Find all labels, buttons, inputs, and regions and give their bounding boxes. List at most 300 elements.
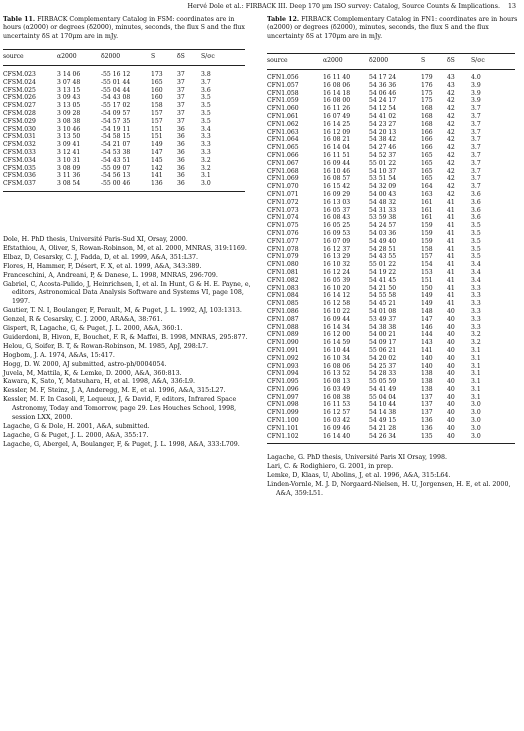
table-cell: CFSM.031	[3, 133, 36, 141]
table-cell: 41	[447, 198, 455, 206]
table-row	[3, 149, 245, 157]
table-cell: CFN1.082	[267, 276, 299, 284]
table-cell: 3.1	[471, 346, 481, 354]
table-cell: CFN1.075	[267, 222, 299, 230]
table-cell: CFN1.072	[267, 198, 299, 206]
table-row	[267, 425, 515, 433]
reference-entry: Gautier, T. N. I, Boulanger, F, Perault, M, & Puget, J. L. 1992, AJ, 103:1313.	[3, 307, 242, 315]
table-cell: 3.3	[471, 323, 481, 331]
table-cell: CFN1.067	[267, 159, 299, 167]
table-cell: CFSM.026	[3, 94, 36, 102]
table-cell: 16 10 34	[323, 354, 351, 362]
table-cell: 3.1	[471, 393, 481, 401]
table-cell: 151	[151, 125, 163, 133]
table-cell: CFN1.091	[267, 346, 299, 354]
table-cell: 54 00 43	[369, 190, 397, 198]
table-cell: 54 49 15	[369, 417, 397, 425]
table-cell: 53 51 54	[369, 175, 397, 183]
table-cell: CFSM.037	[3, 180, 57, 191]
table-cell: 41	[447, 206, 455, 214]
table-row	[267, 144, 515, 152]
table-cell: 3.4	[471, 261, 481, 269]
table-cell: CFN1.094	[267, 370, 299, 378]
table-cell: 16 07 49	[323, 113, 351, 120]
table-cell: 36	[177, 148, 185, 156]
table-row	[267, 222, 515, 230]
reference-entry: Lari, C. & Rodighiero, G. 2001, in prep.	[267, 463, 394, 471]
table-cell: 54 38 42	[369, 136, 397, 144]
reference-entry: Lagache, G & Dole, H. 2001, A&A, submitted.	[3, 423, 150, 430]
table11-container	[3, 49, 253, 192]
table-cell: 3.0	[471, 401, 481, 409]
table-row	[267, 363, 515, 371]
table-cell: 54 52 37	[369, 151, 397, 159]
table-cell: 3.7	[471, 167, 481, 175]
table-cell: 16 09 46	[323, 424, 351, 432]
table11-header-3: S	[151, 53, 156, 61]
table-cell: 42	[447, 97, 455, 105]
table-cell: 3.0	[471, 417, 481, 425]
table-cell: CFN1.065	[267, 144, 299, 152]
table-cell: 161	[421, 214, 433, 222]
table-cell: CFN1.076	[267, 229, 299, 237]
table-cell: 54 19 22	[369, 268, 397, 276]
table-cell: 158	[421, 245, 433, 253]
table-cell: 16 08 43	[323, 214, 351, 222]
table-cell: 16 08 06	[323, 81, 351, 89]
table-cell: 36	[177, 172, 185, 180]
table-cell: 16 15 42	[323, 183, 351, 191]
table-cell: 3 10 46	[57, 125, 81, 133]
table-cell: CFN1.056	[267, 70, 323, 82]
table-cell: 3.7	[471, 113, 481, 120]
table-cell: 3.0	[471, 433, 515, 444]
table-cell: 3.1	[201, 172, 211, 180]
table-cell: 54 21 28	[369, 424, 397, 432]
table11-header-4: δS	[177, 53, 185, 61]
table-cell: CFN1.071	[267, 190, 299, 198]
table-cell: 55 04 04	[369, 393, 397, 401]
table-cell: 41	[447, 222, 455, 230]
table-row	[267, 238, 515, 246]
table-cell: 55 01 22	[369, 261, 397, 269]
table-cell: 42	[447, 113, 455, 120]
table-cell: 16 10 22	[323, 307, 351, 315]
table-cell: 16 08 57	[323, 175, 351, 183]
table-cell: 147	[421, 315, 433, 323]
table-cell: 137	[421, 401, 433, 409]
table-cell: 54 49 40	[369, 237, 397, 245]
table-row	[267, 433, 515, 444]
table-cell: 16 05 37	[323, 206, 351, 214]
table-cell: CFN1.077	[267, 237, 299, 245]
table-cell: 41	[447, 245, 455, 253]
table-cell: 54 03 36	[369, 229, 397, 237]
table-cell: 3 11 36	[57, 172, 81, 180]
table-row	[267, 347, 515, 355]
table-cell: 16 13 03	[323, 198, 351, 206]
table-cell: 165	[421, 167, 433, 175]
reference-entry: Linden-Vornle, M. J. D, Norgaard-Nielsen, H. U, Jorgensen, H. E, et al. 2000, A&A, 359:L51.	[267, 481, 511, 498]
table-cell: 16 10 44	[323, 346, 351, 354]
table-cell: 149	[421, 292, 433, 300]
table-cell: 16 12 00	[323, 331, 351, 339]
table-cell: CFN1.080	[267, 261, 299, 269]
table12-header-5: S/σc	[471, 57, 485, 65]
reference-entry: Lagache, G, Abergel, A, Boulanger, F, & Puget, J. L. 1998, A&A, 333:L709.	[3, 440, 240, 448]
table-cell: 54 41 49	[369, 385, 397, 393]
table-row	[267, 152, 515, 160]
reference-entry: Hogbom, J. A. 1974, A&As, 15:417.	[3, 351, 115, 359]
table-cell: 54 01 08	[369, 307, 397, 315]
table-cell: 3.5	[471, 229, 481, 237]
table-cell: 3 13 50	[57, 133, 81, 141]
table-cell: 146	[421, 323, 433, 331]
table-row	[267, 417, 515, 425]
table-cell: 3.7	[471, 144, 481, 152]
table-cell: 40	[447, 401, 455, 409]
table-cell: CFN1.061	[267, 113, 299, 120]
table12-header-3: S	[421, 57, 426, 65]
table-cell: 3 14 06	[57, 66, 101, 79]
table-cell: 166	[421, 144, 433, 152]
table-row	[267, 409, 515, 417]
table-cell: 36	[177, 180, 201, 191]
table-cell: 3.6	[201, 86, 211, 94]
table-cell: CFN1.102	[267, 433, 323, 444]
table-row	[3, 110, 245, 118]
table-cell: 42	[447, 183, 455, 191]
table-cell: 3 13 15	[57, 86, 81, 94]
table-cell: 41	[447, 268, 455, 276]
table-cell: CFSM.034	[3, 156, 36, 164]
table-cell: 3.3	[471, 292, 481, 300]
table11-header-5: S/σc	[201, 53, 215, 61]
table12-header-4: δS	[447, 57, 455, 65]
table-cell: 3 13 05	[57, 102, 81, 110]
table11-header-2: δ2000	[101, 53, 121, 61]
table-row	[267, 82, 515, 90]
table-row	[267, 90, 515, 98]
table-cell: 3.2	[471, 331, 481, 339]
table-cell: 3.3	[201, 133, 211, 141]
table-cell: 3.3	[201, 148, 211, 156]
table-cell: 168	[421, 113, 433, 120]
table-cell: 3.3	[201, 141, 211, 149]
table-row	[3, 126, 245, 134]
table-cell: CFN1.088	[267, 323, 299, 331]
table-cell: 153	[421, 268, 433, 276]
table-cell: 54 27 46	[369, 144, 397, 152]
reference-entry: Lemke, D, Klaas, U, Abolins, J, et al. 1996, A&A, 315:L64.	[267, 472, 451, 480]
table-cell: 16 09 29	[323, 190, 351, 198]
reference-entry: Helou, G, Soifer, B. T, & Rowan-Robinson, M. 1985, ApJ, 298:L7.	[3, 342, 209, 350]
table12-header-2: δ2000	[369, 57, 389, 65]
table-row	[3, 66, 245, 79]
table-cell: 40	[447, 385, 455, 393]
table-cell: 16 12 37	[323, 245, 351, 253]
table12-caption-text: FIRBACK Complementary Catalog in FN1: coordinates are in hours (α2000) or degrees (δ2000), minutes, seconds, the flux S and the flux uncertainty δS at 170μm are in mJy.	[267, 16, 518, 40]
table-cell: 3.9	[471, 89, 481, 97]
table-cell: 166	[421, 136, 433, 144]
table-cell: 3.5	[201, 94, 211, 102]
table-row	[267, 191, 515, 199]
table-cell: 3.1	[471, 362, 481, 370]
table-cell: 3.6	[471, 198, 481, 206]
table-cell: 3.7	[471, 136, 481, 144]
table-row	[267, 105, 515, 113]
reference-entry: Genzel, R & Cesarsky, C. J. 2000, ARA&A, 38:761.	[3, 316, 163, 324]
table-cell: 3.2	[471, 339, 481, 347]
table-cell: 36	[177, 141, 185, 149]
table-cell: 16 12 24	[323, 268, 351, 276]
table-cell: CFN1.062	[267, 120, 299, 128]
table-cell: 54 41 02	[369, 113, 397, 120]
table-row	[267, 401, 515, 409]
table-cell: 3.1	[471, 354, 481, 362]
table12-caption	[267, 16, 521, 41]
table-cell: 42	[447, 89, 455, 97]
table-cell: CFN1.093	[267, 362, 299, 370]
table-cell: 3.0	[201, 180, 245, 191]
table-cell: 157	[421, 253, 433, 261]
table-cell: 16 09 44	[323, 159, 351, 167]
table-cell: 165	[421, 159, 433, 167]
table-cell: 144	[421, 331, 433, 339]
table-row	[267, 370, 515, 378]
table-cell: 16 13 29	[323, 253, 351, 261]
table-cell: CFN1.069	[267, 175, 299, 183]
table-row	[267, 121, 515, 129]
table-cell: 37	[177, 117, 185, 125]
table-cell: CFN1.097	[267, 393, 299, 401]
table-cell: -54 53 38	[101, 148, 131, 156]
table-cell: -55 09 07	[101, 164, 131, 172]
table-cell: -55 01 44	[101, 78, 131, 86]
table-cell: 3 09 41	[57, 141, 81, 149]
table-cell: 148	[421, 307, 433, 315]
table-cell: 16 10 46	[323, 167, 351, 175]
table-cell: 16 11 26	[323, 105, 351, 113]
table11-caption-text: FIRBACK Complementary Catalog in FSM: coordinates are in hours (α2000) or degrees (δ2000), minutes, seconds, the flux S and the flux uncertainty δS at 170μm are in mJy.	[3, 16, 245, 40]
table-row	[267, 378, 515, 386]
table-cell: 40	[447, 417, 455, 425]
table-cell: 3 09 43	[57, 94, 81, 102]
table-cell: 42	[447, 159, 455, 167]
table-cell: CFN1.087	[267, 315, 299, 323]
table-row	[267, 292, 515, 300]
table-row	[3, 133, 245, 141]
table-cell: CFN1.098	[267, 401, 299, 409]
table-cell: CFSM.032	[3, 141, 36, 149]
table-cell: 179	[421, 70, 447, 82]
table-cell: 16 14 04	[323, 144, 351, 152]
table-cell: 16 03 49	[323, 385, 351, 393]
table-cell: 3.4	[471, 268, 481, 276]
table-cell: -54 43 08	[101, 94, 131, 102]
table-row	[267, 269, 515, 277]
table-cell: 41	[447, 237, 455, 245]
table-cell: 16 08 00	[323, 97, 351, 105]
table-cell: 40	[447, 393, 455, 401]
table-cell: CFN1.081	[267, 268, 299, 276]
table-cell: 157	[151, 117, 163, 125]
table-cell: 145	[151, 156, 163, 164]
table-cell: 54 09 17	[369, 339, 397, 347]
table11-header-1: α2000	[57, 53, 77, 61]
table-cell: 54 26 34	[369, 433, 421, 444]
table-cell: 3.9	[471, 97, 481, 105]
table-cell: 53 59 38	[369, 214, 397, 222]
table-cell: 55 05 59	[369, 378, 397, 386]
table-cell: 16 05 25	[323, 222, 351, 230]
table-cell: 165	[421, 151, 433, 159]
references-right	[267, 454, 521, 499]
table-cell: 16 08 06	[323, 362, 351, 370]
table-cell: 147	[151, 148, 163, 156]
table-cell: CFN1.078	[267, 245, 299, 253]
table-cell: 42	[447, 175, 455, 183]
table-cell: 160	[151, 94, 163, 102]
table11-caption-label: Table 11.	[3, 16, 36, 23]
table-cell: 16 12 57	[323, 409, 351, 417]
table-cell: 37	[177, 94, 185, 102]
table-cell: 37	[177, 78, 185, 86]
table-row	[3, 102, 245, 110]
table-cell: 151	[421, 276, 433, 284]
table-cell: 40	[447, 354, 455, 362]
table-cell: 3.5	[201, 117, 211, 125]
table12-header-row	[267, 57, 515, 69]
table-cell: 138	[421, 385, 433, 393]
table-cell: 3.5	[471, 245, 481, 253]
table-cell: 40	[447, 323, 455, 331]
table-row	[267, 129, 515, 137]
table-cell: 165	[421, 175, 433, 183]
table-cell: 16 08 38	[323, 393, 351, 401]
table-row	[267, 207, 515, 215]
table-cell: 16 11 51	[323, 151, 351, 159]
table-cell: -54 21 07	[101, 141, 131, 149]
table-cell: 41	[447, 300, 455, 308]
reference-entry: Juvela, M, Mattila, K, & Lemke, D. 2000, A&A, 360:813.	[3, 369, 182, 377]
table-cell: 3.4	[471, 276, 481, 284]
table-cell: 54 20 13	[369, 128, 397, 136]
table-cell: 54 36 36	[369, 81, 397, 89]
table-cell: 54 14 38	[369, 409, 397, 417]
table-cell: 54 10 37	[369, 167, 397, 175]
table-cell: 16 11 40	[323, 70, 369, 82]
table-cell: 40	[447, 307, 455, 315]
table-row	[267, 230, 515, 238]
table-cell: 41	[447, 276, 455, 284]
table-cell: 42	[447, 151, 455, 159]
reference-entry: Franceschini, A, Andreani, P, & Danese, L. 1998, MNRAS, 296:709.	[3, 271, 218, 279]
table-cell: -55 16 12	[101, 66, 151, 79]
table-cell: 54 31 33	[369, 206, 397, 214]
table-cell: 136	[421, 417, 433, 425]
table-cell: 55 01 22	[369, 159, 397, 167]
table-row	[267, 331, 515, 339]
table-cell: 54 28 51	[369, 245, 397, 253]
table-cell: 173	[151, 66, 177, 79]
table-row	[267, 300, 515, 308]
reference-entry: Lagache, G & Puget, J. L. 2000, A&A, 355:17.	[3, 431, 149, 439]
table-cell: 42	[447, 136, 455, 144]
table-cell: 3.7	[471, 175, 481, 183]
table-cell: 3 09 28	[57, 110, 81, 117]
table-cell: 3.2	[201, 164, 211, 172]
table-cell: 3 08 38	[57, 117, 81, 125]
table-row	[267, 308, 515, 316]
table-cell: 54 24 17	[369, 97, 397, 105]
table11-caption	[3, 16, 253, 41]
table-row	[267, 160, 515, 168]
table-cell: CFN1.066	[267, 151, 299, 159]
table-cell: 54 17 24	[369, 70, 421, 82]
table-cell: 40	[447, 315, 455, 323]
table-cell: 3.7	[471, 183, 481, 191]
table-cell: 164	[421, 183, 433, 191]
running-head-text: Hervé Dole et al.: FIRBACK III. Deep 170 μm ISO survey: Catalog, Source Counts & Implications.	[187, 3, 500, 10]
table-cell: 159	[421, 237, 433, 245]
reference-entry: Gabriel, C, Acosta-Pulido, J, Heinrichsen, I, et al. In Hunt, G & H. E. Payne, e, editors, Astronomical Data Analysis Software and Systems VI, page 108, 1997.	[3, 280, 251, 306]
table-cell: 3.5	[471, 253, 481, 261]
table-row	[267, 168, 515, 176]
table-cell: 16 08 21	[323, 136, 351, 144]
table-cell: 3.1	[471, 378, 481, 386]
table-cell: 37	[177, 86, 185, 94]
table-cell: 40	[447, 339, 455, 347]
table-cell: 16 03 42	[323, 417, 351, 425]
table-cell: 4.0	[471, 70, 515, 82]
table-cell: 41	[447, 261, 455, 269]
table-cell: 54 06 46	[369, 89, 397, 97]
table-cell: 16 05 39	[323, 276, 351, 284]
table-cell: 54 48 32	[369, 198, 397, 206]
table-cell: CFN1.085	[267, 300, 299, 308]
table-cell: 41	[447, 292, 455, 300]
table-cell: 135	[421, 433, 447, 444]
table-cell: 42	[447, 190, 455, 198]
table-cell: 37	[177, 66, 201, 79]
table-cell: -54 58 15	[101, 133, 131, 141]
table-row	[3, 141, 245, 149]
table-cell: 168	[421, 120, 433, 128]
table-cell: CFN1.086	[267, 307, 299, 315]
table-cell: 40	[447, 362, 455, 370]
table-cell: CFN1.074	[267, 214, 299, 222]
table-cell: 54 12 54	[369, 105, 397, 113]
table-row	[267, 175, 515, 183]
table-cell: 54 00 21	[369, 331, 397, 339]
table-cell: -55 04 44	[101, 86, 131, 94]
table-row	[267, 339, 515, 347]
table-cell: 43	[447, 70, 471, 82]
table-cell: 138	[421, 378, 433, 386]
table-cell: 158	[151, 102, 163, 110]
table-cell: CFN1.089	[267, 331, 299, 339]
table-row	[267, 113, 515, 121]
table-cell: 54 21 50	[369, 284, 397, 292]
table-cell: 141	[421, 346, 433, 354]
table-cell: 40	[447, 409, 455, 417]
table-row	[3, 94, 245, 102]
table-cell: 3.3	[471, 307, 481, 315]
table-cell: 3.6	[471, 214, 481, 222]
running-head	[187, 3, 516, 10]
table-row	[267, 97, 515, 105]
